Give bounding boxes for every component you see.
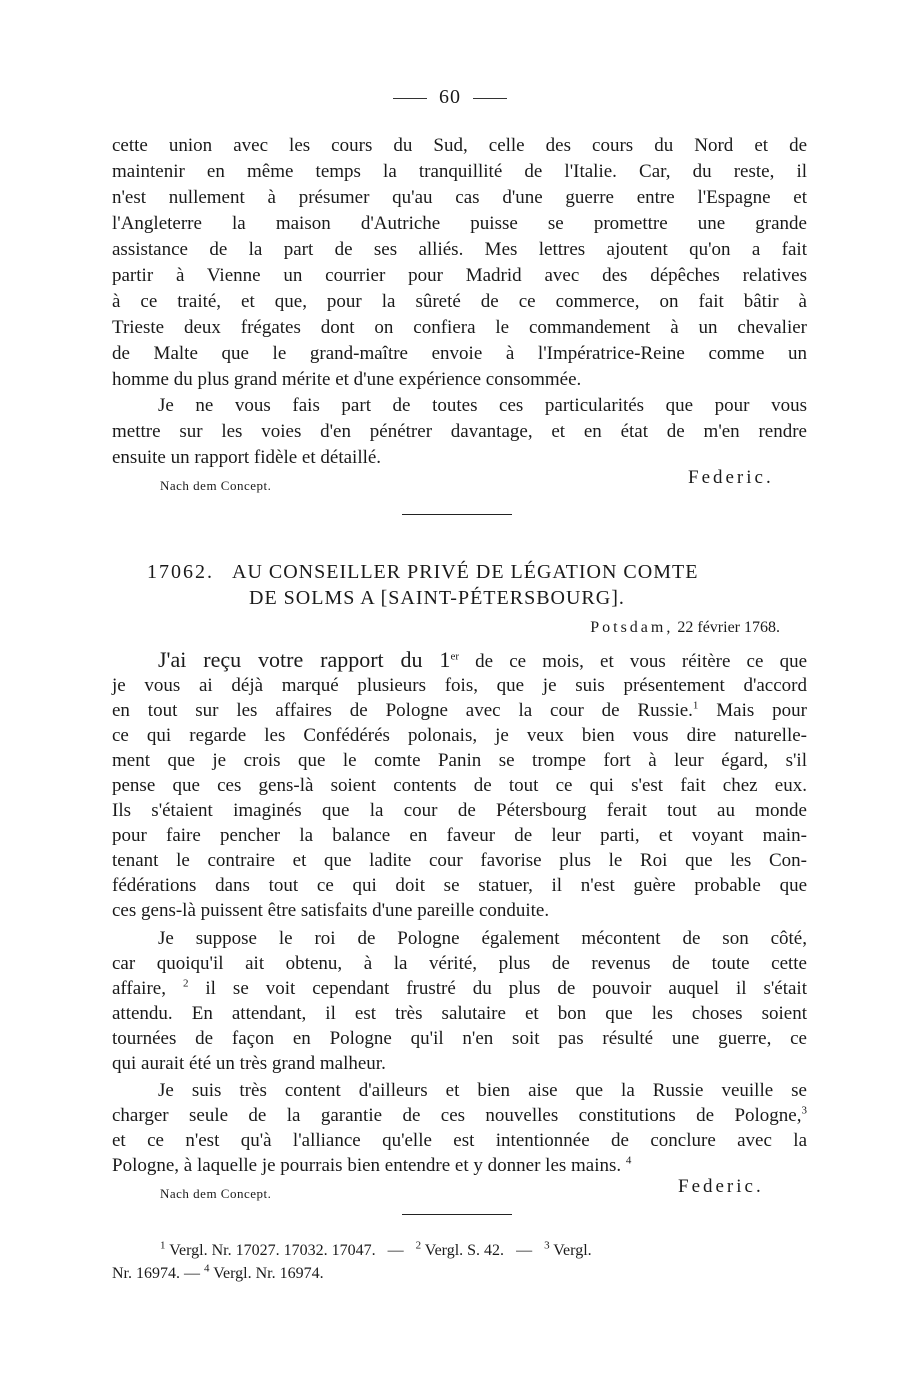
text-line: ces gens-là puissent être satisfaits d'une pareille conduite. (112, 900, 550, 921)
signature: Federic. (678, 1176, 764, 1197)
text-line: à ce traité, et que, pour la sûreté de ce commerce, on fait bâtir à (112, 291, 807, 312)
heading-line-1: AU CONSEILLER PRIVÉ DE LÉGATION COMTE (232, 561, 699, 583)
footnote-divider (402, 1214, 512, 1215)
text-line: fédérations dans tout ce qui doit se statuer, il n'est guère probable que (112, 875, 807, 896)
text-line: l'Angleterre la maison d'Autriche puisse se promettre une grande (112, 213, 807, 234)
letter-number: 17062. (147, 561, 214, 583)
heading-line-2: DE SOLMS A [SAINT-PÉTERSBOURG]. (249, 587, 625, 609)
text-line: pense que ces gens-là soient contents de tout ce qui s'est fait chez eux. (112, 775, 807, 796)
text-line: ensuite un rapport fidèle et détaillé. (112, 447, 382, 468)
text-line: mettre sur les voies d'en pénétrer davantage, et en état de m'en rendre (112, 421, 807, 442)
text-line: je vous ai déjà marqué plusieurs fois, que je suis présentement d'accord (112, 675, 807, 696)
text-line: Je suis très content d'ailleurs et bien aise que la Russie veuille se (158, 1080, 807, 1101)
dateline-place: Potsdam, (590, 619, 674, 636)
text-line: affaire, $^2$ il se voit cependant frustré du plus de pouvoir auquel il s'était (112, 977, 807, 999)
text-line: homme du plus grand mérite et d'une expérience consommée. (112, 369, 582, 390)
page-number-text: 60 (439, 86, 461, 108)
source-note: Nach dem Concept. (160, 1186, 272, 1201)
text-line: Trieste deux frégates dont on confiera le commandement à un chevalier (112, 317, 807, 338)
text-line: Ils s'étaient imaginés que la cour de Pétersbourg ferait tout au monde (112, 800, 807, 821)
text-line: maintenir en même temps la tranquillité de l'Italie. Car, du reste, il (112, 161, 807, 182)
text-line: attendu. En attendant, il est très salutaire et bon que les choses soient (112, 1003, 807, 1024)
folio-dash-right (473, 98, 507, 99)
section-divider (402, 514, 512, 515)
text-line: Je suppose le roi de Pologne également mécontent de son côté, (158, 928, 807, 949)
text-line: tenant le contraire et que ladite cour favorise plus le Roi que les Con- (112, 850, 807, 871)
text-line: Pologne, à laquelle je pourrais bien entendre et y donner les mains. $^4$ (112, 1154, 632, 1176)
text-line: ment que je crois que le comte Panin se trompe fort à leur égard, s'il (112, 750, 807, 771)
text-line: charger seule de la garantie de ces nouvelles constitutions de Pologne,$^3$ (112, 1104, 807, 1126)
superscript: er (450, 650, 459, 663)
text-line: de Malte que le grand-maître envoie à l'Impératrice-Reine comme un (112, 343, 807, 364)
text-line: Je ne vous fais part de toutes ces particularités que pour vous (158, 395, 807, 416)
footnote-ref: 1 (692, 699, 699, 712)
footnote-ref: 4 (625, 1154, 632, 1167)
text-line: ce qui regarde les Confédérés polonais, je veux bien vous dire naturelle- (112, 725, 807, 746)
dateline-date: 22 février 1768. (677, 619, 780, 636)
footnote-line: $^1$ Vergl. Nr. 17027. 17032. 17047. — $^2$ Vergl. S. 42. — $^3$ Vergl. (160, 1239, 592, 1259)
dateline (590, 619, 780, 637)
text-line: cette union avec les cours du Sud, celle des cours du Nord et de (112, 135, 807, 156)
text-line: tournées de façon en Pologne qu'il n'en soit pas résulté une guerre, ce (112, 1028, 807, 1049)
page-number (0, 86, 900, 109)
text-line: qui aurait été un très grand malheur. (112, 1053, 386, 1074)
source-note: Nach dem Concept. (160, 478, 272, 493)
text-line: n'est nullement à présumer qu'au cas d'une guerre entre l'Espagne et (112, 187, 807, 208)
signature: Federic. (688, 467, 774, 488)
footnote-line: Nr. 16974. — $^4$ Vergl. Nr. 16974. (112, 1262, 324, 1282)
folio-dash-left (393, 98, 427, 99)
letter-heading (147, 561, 698, 584)
text-line: assistance de la part de ses alliés. Mes lettres ajoutent qu'on a fait (112, 239, 807, 260)
text-line: J'ai reçu votre rapport du 1er de ce mois, et vous réitère ce que (158, 647, 807, 672)
text-line: partir à Vienne un courrier pour Madrid avec des dépêches relatives (112, 265, 807, 286)
text-line: en tout sur les affaires de Pologne avec la cour de Russie.$^1$ Mais pour (112, 699, 807, 721)
text-line: pour faire pencher la balance en faveur de leur parti, et voyant main- (112, 825, 807, 846)
text-line: car quoiqu'il ait obtenu, à la vérité, plus de revenus de toute cette (112, 953, 807, 974)
footnote-ref: 2 (182, 977, 189, 990)
text-line: et ce n'est qu'à l'alliance qu'elle est intentionnée de conclure avec la (112, 1130, 807, 1151)
footnote-ref: 3 (801, 1104, 807, 1117)
